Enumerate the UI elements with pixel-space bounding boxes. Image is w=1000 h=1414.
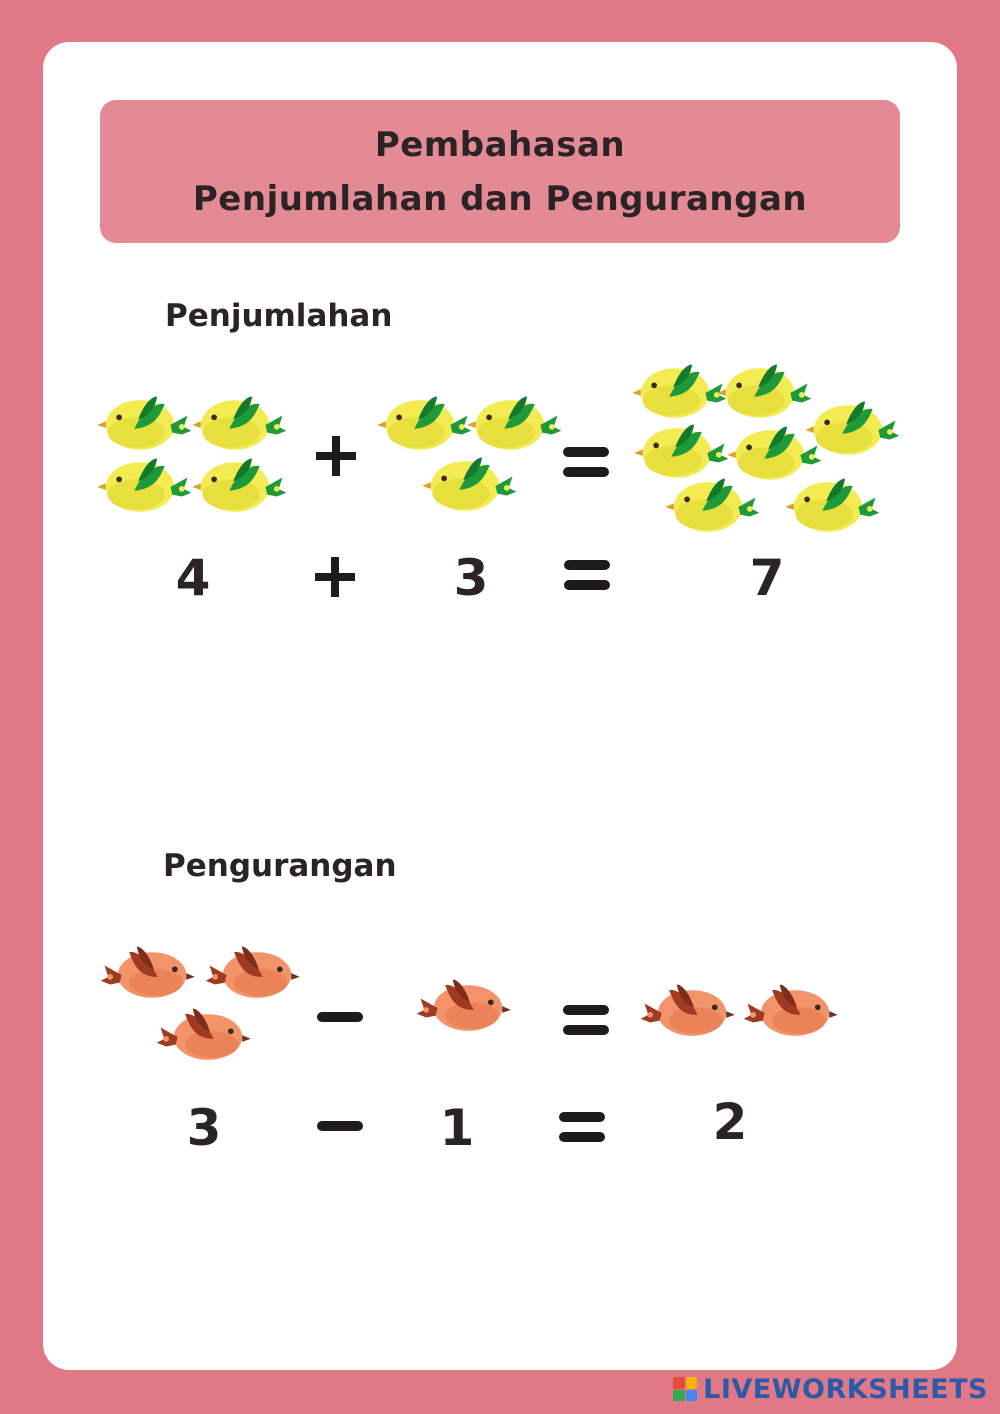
orange-bird-icon xyxy=(101,947,195,998)
brand-name: LIVEWORKSHEETS xyxy=(703,1373,988,1405)
equals-icon xyxy=(563,1005,609,1035)
brand-grid-icon xyxy=(673,1377,697,1401)
orange-bird-icon xyxy=(744,985,838,1036)
subtraction-right-number: 1 xyxy=(439,1099,475,1157)
minus-icon xyxy=(317,1012,363,1022)
orange-bird-icon xyxy=(417,980,511,1031)
addition-result-number: 7 xyxy=(749,549,785,607)
orange-bird-icon xyxy=(641,985,735,1036)
addition-left-number: 4 xyxy=(175,549,211,607)
subtraction-left-number: 3 xyxy=(186,1099,222,1157)
subtraction-result-number: 2 xyxy=(712,1093,748,1151)
equals-icon xyxy=(557,1108,607,1148)
liveworksheets-logo[interactable] xyxy=(673,1372,988,1406)
orange-bird-icon xyxy=(157,1009,251,1060)
minus-icon xyxy=(315,1112,365,1142)
page-subtitle: Penjumlahan dan Pengurangan xyxy=(192,178,808,219)
addition-right-number: 3 xyxy=(453,549,489,607)
orange-bird-icon xyxy=(206,947,300,998)
subtraction-heading: Pengurangan xyxy=(163,848,397,884)
addition-heading: Penjumlahan xyxy=(165,298,393,334)
page-title: Pembahasan xyxy=(374,124,626,165)
